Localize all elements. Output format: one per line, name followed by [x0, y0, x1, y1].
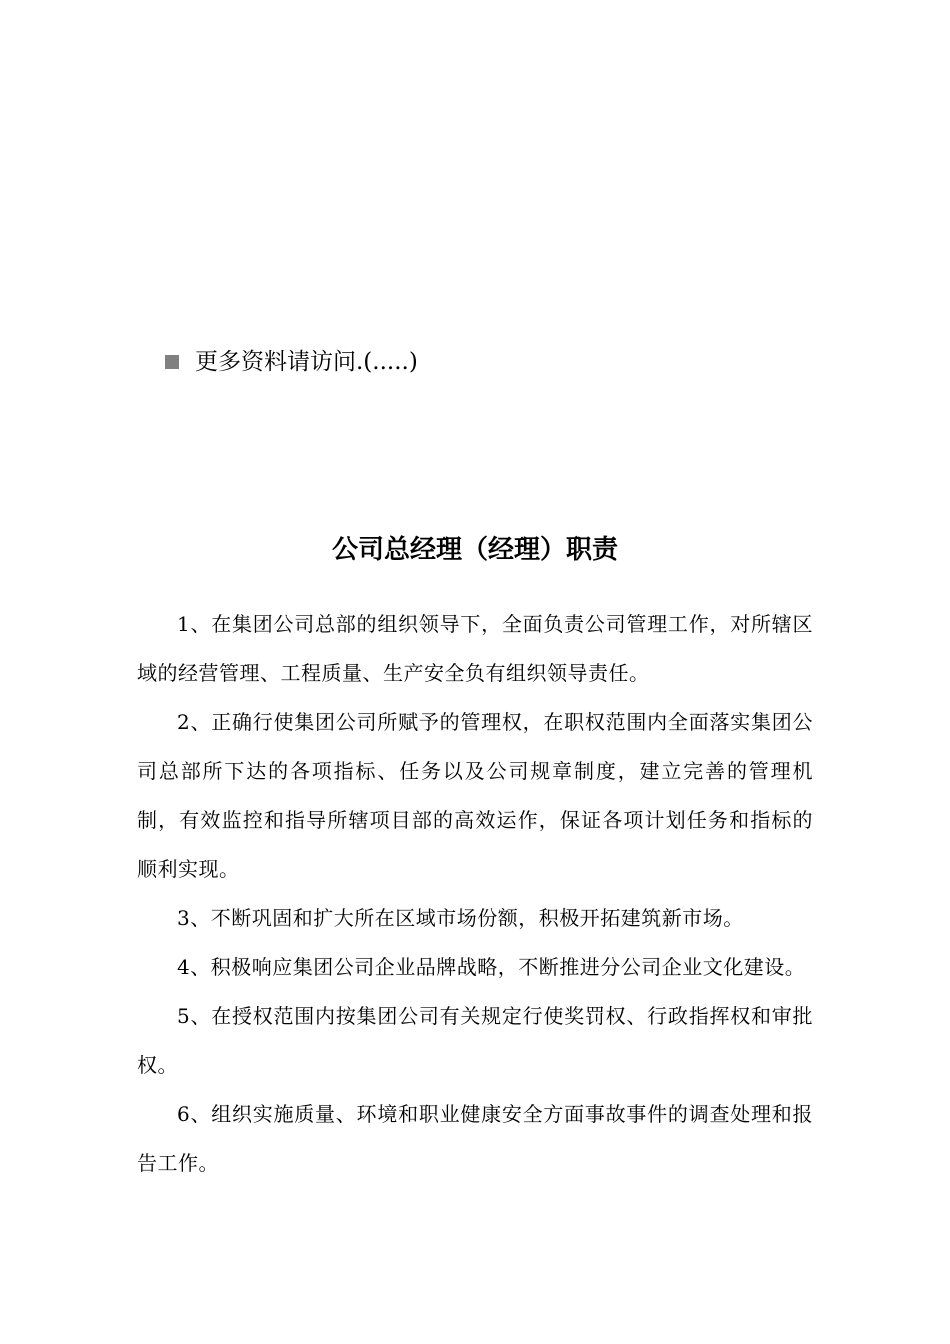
paragraph-6: 6、组织实施质量、环境和职业健康安全方面事故事件的调查处理和报告工作。 [137, 1102, 813, 1175]
visit-note-text: 更多资料请访问.(.....) [195, 349, 418, 375]
document-title: 公司总经理（经理）职责 [331, 535, 618, 565]
paragraph-2: 2、正确行使集团公司所赋予的管理权，在职权范围内全面落实集团公司总部所下达的各项指标、任务以及公司规章制度，建立完善的管理机制，有效监控和指导所辖项目部的高效运作，保证各项计划任务和指标的顺利实现。 [137, 710, 813, 881]
document-body [137, 600, 813, 1188]
visit-note [165, 344, 418, 380]
paragraph-5: 5、在授权范围内按集团公司有关规定行使奖罚权、行政指挥权和审批权。 [137, 1004, 813, 1077]
square-bullet-icon [165, 355, 179, 369]
paragraph-3: 3、不断巩固和扩大所在区域市场份额，积极开拓建筑新市场。 [177, 906, 744, 930]
paragraph-1: 1、在集团公司总部的组织领导下，全面负责公司管理工作，对所辖区域的经营管理、工程质量、生产安全负有组织领导责任。 [137, 612, 813, 685]
paragraph-4: 4、积极响应集团公司企业品牌战略，不断推进分公司企业文化建设。 [177, 955, 806, 979]
